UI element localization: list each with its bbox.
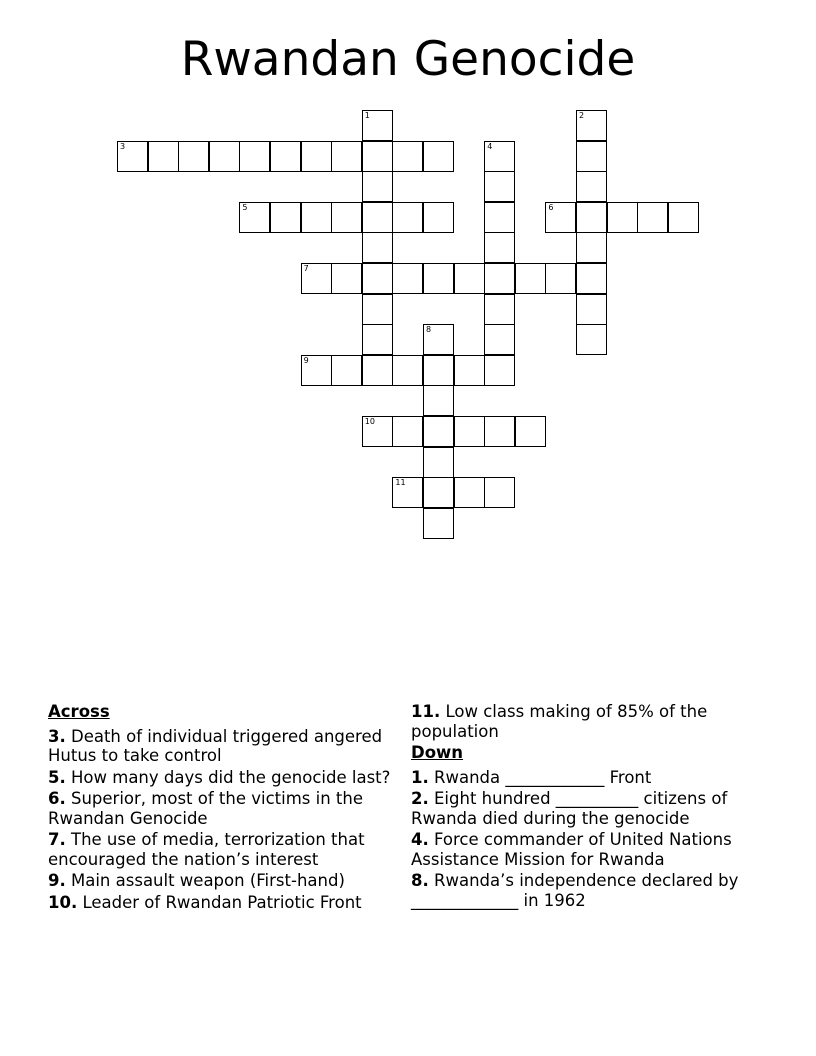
cell-number: 11 (395, 478, 406, 488)
crossword-cell[interactable] (423, 447, 454, 478)
crossword-cell[interactable] (331, 141, 362, 172)
crossword-cell[interactable] (270, 141, 301, 172)
crossword-cell[interactable] (576, 171, 607, 202)
cell-number: 4 (487, 141, 493, 151)
clue-number: 9. (48, 871, 66, 890)
crossword-cell[interactable] (423, 477, 454, 508)
clue-text: Eight hundred __________ citizens of Rwanda died during the genocide (411, 789, 728, 828)
crossword-cell[interactable] (239, 141, 270, 172)
crossword-cell[interactable] (423, 508, 454, 539)
crossword-cell[interactable] (301, 202, 332, 233)
cell-number: 1 (364, 111, 370, 120)
clue-across-5 (48, 768, 398, 788)
crossword-cell[interactable] (423, 355, 454, 386)
page-title: Rwandan Genocide (180, 32, 636, 87)
clue-number: 7. (48, 830, 66, 849)
clue-number: 6. (48, 789, 66, 808)
crossword-cell[interactable] (362, 141, 393, 172)
crossword-cell[interactable] (362, 202, 393, 233)
clue-down-4 (411, 830, 761, 869)
clue-number: 1. (411, 767, 429, 787)
clue-text: Low class making of 85% of the population (411, 702, 708, 741)
cell-number: 5 (242, 202, 248, 212)
crossword-cell-11[interactable] (392, 477, 423, 508)
crossword-cell-7[interactable] (301, 263, 332, 294)
clue-number: 4. (411, 830, 429, 849)
clue-across-3 (48, 727, 398, 766)
clue-number: 8. (411, 871, 429, 890)
crossword-cell-3[interactable] (117, 141, 148, 172)
crossword-cell[interactable] (423, 263, 454, 294)
crossword-cell[interactable] (576, 141, 607, 172)
crossword-cell[interactable] (392, 355, 423, 386)
clue-text: How many days did the genocide last? (71, 767, 391, 787)
crossword-cell-4[interactable] (484, 141, 515, 172)
crossword-cell[interactable] (668, 202, 699, 233)
clue-number: 11. (411, 702, 441, 721)
crossword-cell[interactable] (362, 263, 393, 294)
crossword-cell[interactable] (392, 263, 423, 294)
crossword-cell[interactable] (576, 232, 607, 263)
clue-text: Superior, most of the victims in the Rwandan Genocide (48, 789, 363, 828)
crossword-cell[interactable] (576, 294, 607, 325)
crossword-cell[interactable] (423, 385, 454, 416)
crossword-cell[interactable] (301, 141, 332, 172)
crossword-cell[interactable] (362, 232, 393, 263)
clue-text: Main assault weapon (First-hand) (71, 871, 345, 890)
crossword-cell[interactable] (454, 477, 485, 508)
clue-text: Force commander of United Nations Assistance Mission for Rwanda (411, 830, 732, 869)
clues-right-column (411, 702, 761, 912)
crossword-cell[interactable] (392, 141, 423, 172)
cell-number: 3 (120, 141, 126, 151)
cell-number: 9 (303, 355, 309, 365)
clue-number: 10. (48, 892, 78, 912)
crossword-cell[interactable] (331, 202, 362, 233)
cell-number: 10 (364, 417, 375, 426)
crossword-cell[interactable] (454, 355, 485, 386)
clue-text: The use of media, terrorization that encouraged the nation’s interest (48, 830, 365, 869)
crossword-cell-10[interactable] (362, 416, 393, 447)
clue-number: 5. (48, 767, 66, 787)
crossword-cell[interactable] (484, 294, 515, 325)
crossword-cell[interactable] (362, 294, 393, 325)
crossword-cell[interactable] (362, 324, 393, 355)
crossword-cell[interactable] (484, 477, 515, 508)
crossword-cell[interactable] (423, 416, 454, 447)
clue-text: Death of individual triggered angered Hutus to take control (48, 726, 383, 765)
crossword-cell[interactable] (209, 141, 240, 172)
across-heading: Across (48, 702, 110, 721)
clue-across-11 (411, 702, 761, 741)
clue-number: 2. (411, 789, 429, 808)
cell-number: 2 (579, 111, 585, 120)
crossword-cell[interactable] (484, 355, 515, 386)
clues-left-column (48, 702, 398, 914)
crossword-cell-6[interactable] (545, 202, 576, 233)
crossword-cell-5[interactable] (239, 202, 270, 233)
crossword-cell[interactable] (178, 141, 209, 172)
crossword-cell[interactable] (392, 416, 423, 447)
crossword-cell[interactable] (576, 202, 607, 233)
crossword-cell[interactable] (484, 232, 515, 263)
clue-across-10 (48, 893, 398, 913)
crossword-cell[interactable] (392, 202, 423, 233)
clue-text: Rwanda ____________ Front (434, 767, 652, 787)
cell-number: 7 (303, 264, 309, 273)
crossword-cell[interactable] (576, 263, 607, 294)
crossword-cell[interactable] (454, 263, 485, 294)
clue-text: Rwanda’s independence declared by _____________ in 1962 (411, 871, 739, 910)
crossword-cell[interactable] (484, 171, 515, 202)
clue-down-8 (411, 871, 761, 910)
crossword-cell-9[interactable] (301, 355, 332, 386)
crossword-cell[interactable] (607, 202, 638, 233)
crossword-cell[interactable] (576, 324, 607, 355)
crossword-cell[interactable] (484, 263, 515, 294)
crossword-cell[interactable] (484, 416, 515, 447)
crossword-cell[interactable] (331, 263, 362, 294)
crossword-cell[interactable] (484, 202, 515, 233)
down-heading: Down (411, 743, 464, 762)
crossword-cell-1[interactable] (362, 110, 393, 141)
crossword-cell[interactable] (454, 416, 485, 447)
crossword-cell-8[interactable] (423, 324, 454, 355)
clue-text: Leader of Rwandan Patriotic Front (82, 892, 362, 912)
clue-number: 3. (48, 726, 66, 746)
crossword-cell-2[interactable] (576, 110, 607, 141)
clue-across-6 (48, 789, 398, 828)
clue-down-1 (411, 768, 761, 788)
crossword-cell[interactable] (362, 171, 393, 202)
crossword-cell[interactable] (484, 324, 515, 355)
crossword-cell[interactable] (545, 263, 576, 294)
cell-number: 6 (548, 202, 554, 212)
crossword-cell[interactable] (423, 141, 454, 172)
crossword-cell[interactable] (270, 202, 301, 233)
clue-down-2 (411, 789, 761, 828)
crossword-cell[interactable] (637, 202, 668, 233)
clue-across-9 (48, 871, 398, 891)
crossword-cell[interactable] (331, 355, 362, 386)
cell-number: 8 (426, 325, 432, 335)
crossword-cell[interactable] (148, 141, 179, 172)
crossword-cell[interactable] (423, 202, 454, 233)
crossword-cell[interactable] (515, 416, 546, 447)
clue-across-7 (48, 830, 398, 869)
crossword-cell[interactable] (362, 355, 393, 386)
crossword-cell[interactable] (515, 263, 546, 294)
